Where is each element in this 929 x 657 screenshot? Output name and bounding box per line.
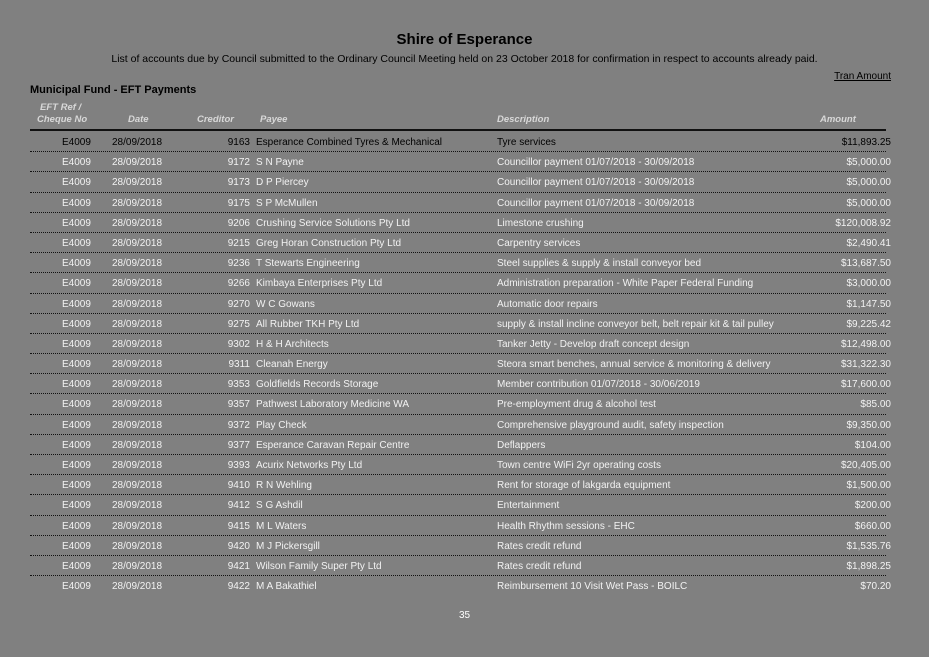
payments-table xyxy=(30,132,896,596)
description-cell: Limestone crushing xyxy=(497,217,584,229)
payee-cell: Acurix Networks Pty Ltd xyxy=(256,460,363,471)
date-cell: 28/09/2018 xyxy=(112,379,163,391)
payee-cell: Greg Horan Construction Pty Ltd xyxy=(256,237,402,249)
ref-cell: E4009 xyxy=(62,379,91,391)
table-row xyxy=(30,394,896,414)
payee-cell: Goldfields Records Storage xyxy=(256,379,379,391)
description-cell: supply & install incline conveyor belt, belt repair kit & tail pulley xyxy=(497,318,774,330)
ref-cell: E4009 xyxy=(62,237,91,249)
amount-cell: $11,893.25 xyxy=(841,137,891,148)
creditor-cell: 9266 xyxy=(227,278,250,290)
table-row xyxy=(30,152,896,172)
payee-cell: S N Payne xyxy=(256,157,304,169)
creditor-cell: 9422 xyxy=(227,581,250,593)
creditor-cell: 9412 xyxy=(227,500,250,512)
ref-cell: E4009 xyxy=(62,338,91,350)
table-row xyxy=(30,334,896,354)
creditor-cell: 9357 xyxy=(227,399,250,411)
table-row xyxy=(30,273,896,293)
creditor-cell: 9270 xyxy=(227,298,250,310)
page-number: 35 xyxy=(458,610,471,621)
table-row xyxy=(30,314,896,334)
creditor-cell: 9377 xyxy=(227,439,250,451)
payee-cell: Esperance Caravan Repair Centre xyxy=(256,439,410,451)
table-row xyxy=(30,233,896,253)
date-cell: 28/09/2018 xyxy=(112,157,163,169)
payee-cell: W C Gowans xyxy=(256,298,315,310)
col-header-payee: Payee xyxy=(260,114,288,125)
payee-cell: All Rubber TKH Pty Ltd xyxy=(256,318,360,330)
description-cell: Steora smart benches, annual service & monitoring & delivery xyxy=(497,359,771,371)
creditor-cell: 9215 xyxy=(227,237,250,249)
ref-cell: E4009 xyxy=(62,520,91,532)
description-cell: Reimbursement 10 Visit Wet Pass - BOILC xyxy=(497,581,688,593)
table-row xyxy=(30,193,896,213)
payee-cell: M J Pickersgill xyxy=(256,540,320,552)
date-cell: 28/09/2018 xyxy=(112,258,163,270)
ref-cell: E4009 xyxy=(62,540,91,552)
description-cell: Rent for storage of lakgarda equipment xyxy=(497,480,671,492)
description-cell: Health Rhythm sessions - EHC xyxy=(497,520,635,532)
amount-cell: $2,490.41 xyxy=(846,237,891,249)
payee-cell: M L Waters xyxy=(256,520,307,532)
creditor-cell: 9393 xyxy=(227,460,250,471)
creditor-cell: 9415 xyxy=(227,520,250,532)
amount-cell: $17,600.00 xyxy=(840,379,891,391)
table-row xyxy=(30,132,896,152)
amount-cell: $1,147.50 xyxy=(846,298,891,310)
creditor-cell: 9372 xyxy=(227,419,250,431)
ref-cell: E4009 xyxy=(62,480,91,492)
ref-cell: E4009 xyxy=(62,258,91,270)
amount-cell: $12,498.00 xyxy=(840,338,891,350)
creditor-cell: 9420 xyxy=(227,540,250,552)
description-cell: Town centre WiFi 2yr operating costs xyxy=(497,460,661,471)
amount-cell: $660.00 xyxy=(854,520,891,532)
payee-cell: H & H Architects xyxy=(256,338,329,350)
description-cell: Tyre services xyxy=(497,137,556,148)
amount-cell: $3,000.00 xyxy=(846,278,891,290)
table-row xyxy=(30,354,896,374)
creditor-cell: 9206 xyxy=(227,217,250,229)
description-cell: Councillor payment 01/07/2018 - 30/09/2018 xyxy=(497,197,695,209)
date-cell: 28/09/2018 xyxy=(112,439,163,451)
description-cell: Rates credit refund xyxy=(497,540,582,552)
description-cell: Tanker Jetty - Develop draft concept design xyxy=(497,338,690,350)
table-row xyxy=(30,455,896,475)
ref-cell: E4009 xyxy=(62,560,91,572)
document-title: Shire of Esperance xyxy=(396,31,533,48)
creditor-cell: 9236 xyxy=(227,258,250,270)
date-cell: 28/09/2018 xyxy=(112,560,163,572)
payee-cell: R N Wehling xyxy=(256,480,312,492)
date-cell: 28/09/2018 xyxy=(112,237,163,249)
description-cell: Administration preparation - White Paper Federal Funding xyxy=(497,278,754,290)
payee-cell: Esperance Combined Tyres & Mechanical xyxy=(256,137,443,148)
col-header-amount: Amount xyxy=(820,114,856,125)
ref-cell: E4009 xyxy=(62,581,91,593)
date-cell: 28/09/2018 xyxy=(112,217,163,229)
col-header-date: Date xyxy=(128,114,149,125)
amount-cell: $5,000.00 xyxy=(846,157,891,169)
ref-cell: E4009 xyxy=(62,419,91,431)
creditor-cell: 9311 xyxy=(228,359,250,371)
description-cell: Rates credit refund xyxy=(497,560,582,572)
description-cell: Steel supplies & supply & install conveyor bed xyxy=(497,258,702,270)
description-cell: Deflappers xyxy=(497,439,546,451)
table-row xyxy=(30,576,896,596)
creditor-cell: 9275 xyxy=(227,318,250,330)
date-cell: 28/09/2018 xyxy=(112,500,163,512)
creditor-cell: 9410 xyxy=(227,480,250,492)
table-row xyxy=(30,294,896,314)
table-row xyxy=(30,536,896,556)
col-header-ref-line2: Cheque No xyxy=(37,114,88,125)
description-cell: Member contribution 01/07/2018 - 30/06/2019 xyxy=(497,379,700,391)
date-cell: 28/09/2018 xyxy=(112,197,163,209)
table-row xyxy=(30,516,896,536)
ref-cell: E4009 xyxy=(62,439,91,451)
date-cell: 28/09/2018 xyxy=(112,359,163,371)
amount-cell: $1,898.25 xyxy=(846,560,891,572)
date-cell: 28/09/2018 xyxy=(112,278,163,290)
creditor-cell: 9175 xyxy=(227,197,250,209)
date-cell: 28/09/2018 xyxy=(112,298,163,310)
date-cell: 28/09/2018 xyxy=(112,177,163,189)
description-cell: Councillor payment 01/07/2018 - 30/09/2018 xyxy=(497,157,695,169)
description-cell: Automatic door repairs xyxy=(497,298,598,310)
creditor-cell: 9172 xyxy=(227,157,250,169)
creditor-cell: 9173 xyxy=(227,177,250,189)
amount-cell: $85.00 xyxy=(860,399,891,411)
ref-cell: E4009 xyxy=(62,217,91,229)
ref-cell: E4009 xyxy=(62,157,91,169)
table-row xyxy=(30,172,896,192)
date-cell: 28/09/2018 xyxy=(112,540,163,552)
description-cell: Carpentry services xyxy=(497,237,581,249)
description-cell: Pre-employment drug & alcohol test xyxy=(497,399,656,411)
table-row xyxy=(30,415,896,435)
ref-cell: E4009 xyxy=(62,359,91,371)
description-cell: Comprehensive playground audit, safety inspection xyxy=(497,419,724,431)
creditor-cell: 9353 xyxy=(227,379,250,391)
payee-cell: S G Ashdil xyxy=(256,500,303,512)
table-row xyxy=(30,475,896,495)
amount-cell: $9,225.42 xyxy=(846,318,891,330)
ref-cell: E4009 xyxy=(62,500,91,512)
col-header-description: Description xyxy=(497,114,550,125)
amount-cell: $70.20 xyxy=(860,581,891,593)
creditor-cell: 9163 xyxy=(227,137,250,148)
payee-cell: S P McMullen xyxy=(256,197,318,209)
ref-cell: E4009 xyxy=(62,137,91,148)
ref-cell: E4009 xyxy=(62,298,91,310)
amount-cell: $20,405.00 xyxy=(840,460,891,471)
ref-cell: E4009 xyxy=(62,318,91,330)
payee-cell: D P Piercey xyxy=(256,177,309,189)
ref-cell: E4009 xyxy=(62,460,91,471)
payee-cell: Wilson Family Super Pty Ltd xyxy=(256,560,382,572)
amount-cell: $200.00 xyxy=(854,500,891,512)
ref-cell: E4009 xyxy=(62,399,91,411)
creditor-cell: 9421 xyxy=(227,560,250,572)
amount-cell: $5,000.00 xyxy=(846,197,891,209)
table-row xyxy=(30,213,896,233)
header-rule xyxy=(30,129,886,131)
amount-cell: $31,322.30 xyxy=(840,359,891,371)
description-cell: Councillor payment 01/07/2018 - 30/09/2018 xyxy=(497,177,695,189)
payee-cell: T Stewarts Engineering xyxy=(256,258,360,270)
date-cell: 28/09/2018 xyxy=(112,581,163,593)
amount-cell: $120,008.92 xyxy=(835,217,891,229)
date-cell: 28/09/2018 xyxy=(112,318,163,330)
amount-cell: $1,500.00 xyxy=(846,480,891,492)
date-cell: 28/09/2018 xyxy=(112,399,163,411)
section-title: Municipal Fund - EFT Payments xyxy=(30,84,197,96)
payee-cell: Kimbaya Enterprises Pty Ltd xyxy=(256,278,383,290)
col-header-creditor: Creditor xyxy=(197,114,234,125)
amount-cell: $13,687.50 xyxy=(840,258,891,270)
payee-cell: Cleanah Energy xyxy=(256,359,328,371)
payee-cell: Play Check xyxy=(256,419,307,431)
table-row xyxy=(30,435,896,455)
amount-cell: $5,000.00 xyxy=(846,177,891,189)
table-row xyxy=(30,374,896,394)
date-cell: 28/09/2018 xyxy=(112,460,163,471)
date-cell: 28/09/2018 xyxy=(112,419,163,431)
col-header-ref-line1: EFT Ref / xyxy=(40,102,82,113)
date-cell: 28/09/2018 xyxy=(112,338,163,350)
date-cell: 28/09/2018 xyxy=(112,480,163,492)
ref-cell: E4009 xyxy=(62,197,91,209)
date-cell: 28/09/2018 xyxy=(112,520,163,532)
ref-cell: E4009 xyxy=(62,278,91,290)
amount-cell: $1,535.76 xyxy=(846,540,891,552)
payee-cell: Pathwest Laboratory Medicine WA xyxy=(256,399,410,411)
ref-cell: E4009 xyxy=(62,177,91,189)
payee-cell: Crushing Service Solutions Pty Ltd xyxy=(256,217,410,229)
table-row xyxy=(30,556,896,576)
description-cell: Entertainment xyxy=(497,500,560,512)
amount-cell: $104.00 xyxy=(854,439,891,451)
table-row xyxy=(30,253,896,273)
creditor-cell: 9302 xyxy=(227,338,250,350)
table-row xyxy=(30,495,896,515)
payee-cell: M A Bakathiel xyxy=(256,581,317,593)
date-cell: 28/09/2018 xyxy=(112,137,163,148)
tran-amount-label: Tran Amount xyxy=(834,71,891,82)
amount-cell: $9,350.00 xyxy=(846,419,891,431)
document-subtitle: List of accounts due by Council submitted to the Ordinary Council Meeting held on 23 October 2018 for confirmation in respect to accounts already paid. xyxy=(111,53,818,65)
